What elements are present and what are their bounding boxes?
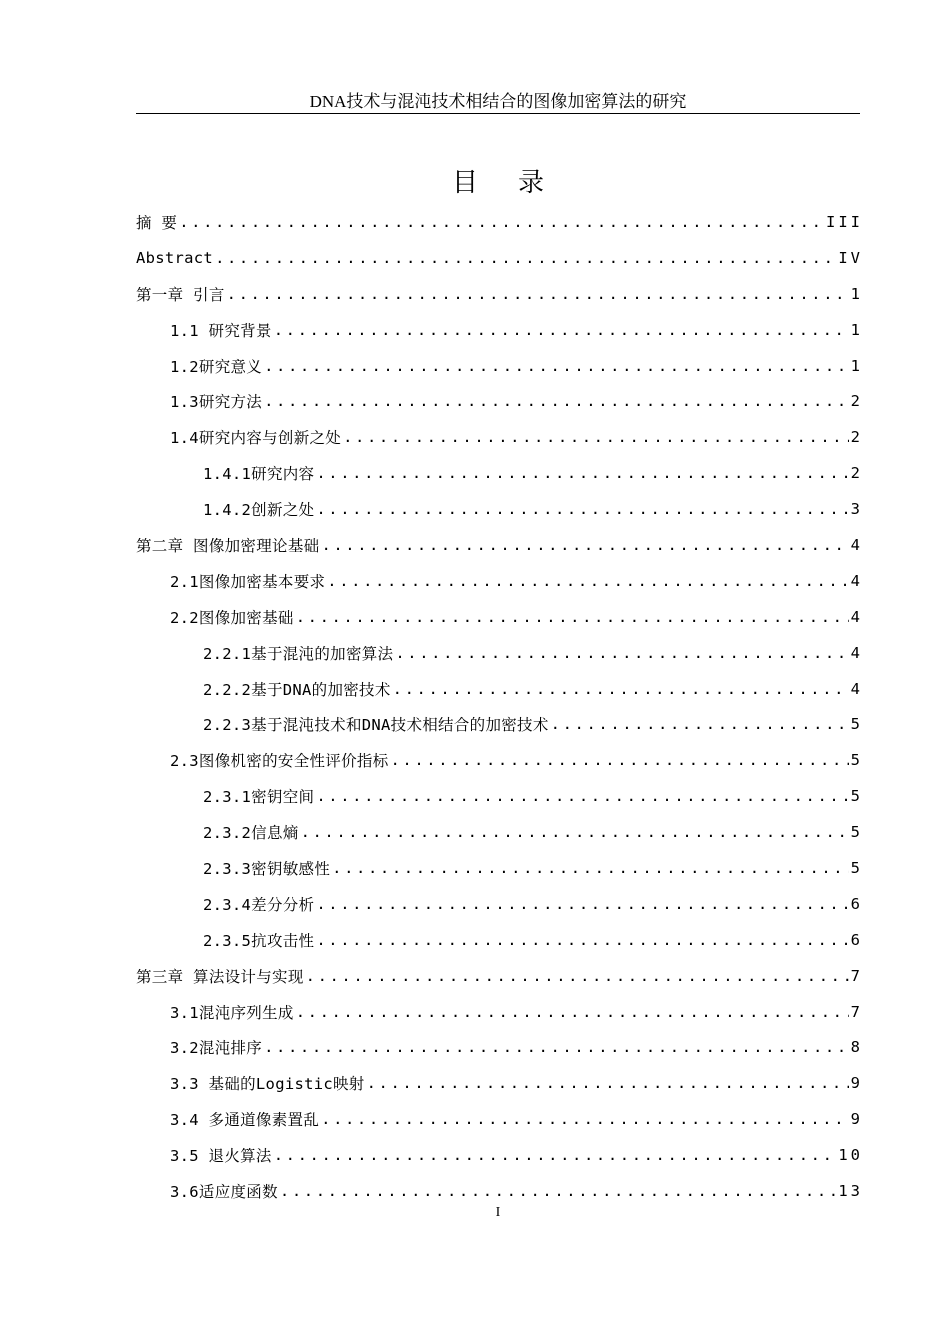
toc-leader-dots	[301, 823, 849, 841]
running-header: DNA技术与混沌技术相结合的图像加密算法的研究	[309, 92, 687, 111]
toc-entry-page: 4	[850, 571, 863, 590]
toc-entry-label: 1.1 研究背景	[170, 321, 272, 340]
toc-entry[interactable]	[136, 958, 863, 994]
toc-leader-dots	[391, 751, 849, 769]
toc-entry-label: 2.3.2信息熵	[203, 824, 299, 843]
toc-entry[interactable]	[136, 276, 863, 312]
toc-leader-dots	[393, 680, 849, 698]
toc-entry-page: 3	[850, 500, 863, 519]
toc-entry[interactable]	[136, 1137, 863, 1173]
toc-leader-dots	[316, 787, 848, 805]
toc-entry-page: 2	[850, 392, 863, 411]
toc-entry-label: 2.2.3基于混沌技术和DNA技术相结合的加密技术	[203, 716, 549, 735]
toc-entry-label: 3.1混沌序列生成	[170, 1003, 294, 1022]
toc-leader-dots	[274, 321, 849, 339]
toc-leader-dots	[332, 859, 848, 877]
toc-entry-page: 5	[850, 858, 863, 877]
toc-entry-page: 7	[850, 1002, 863, 1021]
header-rule	[136, 113, 860, 114]
toc-leader-dots	[264, 1038, 849, 1056]
toc-leader-dots	[296, 1003, 849, 1021]
toc-entry-label: 3.2混沌排序	[170, 1039, 263, 1058]
toc-entry-label: Abstract	[136, 248, 214, 267]
toc-entry-page: 6	[850, 930, 863, 949]
toc-leader-dots	[264, 392, 849, 410]
toc-entry-page: 1	[850, 320, 863, 339]
toc-entry-page: 5	[850, 823, 863, 842]
toc-entry-label: 1.3研究方法	[170, 393, 263, 412]
toc-leader-dots	[179, 213, 824, 231]
toc-entry-page: 5	[850, 715, 863, 734]
toc-leader-dots	[316, 895, 848, 913]
toc-entry-label: 2.3.5抗攻击性	[203, 931, 315, 950]
toc-entry[interactable]	[136, 563, 863, 599]
toc-entry-label: 2.1图像加密基本要求	[170, 572, 326, 591]
toc-entry-page: 7	[850, 966, 863, 985]
toc-entry-label: 1.4.2创新之处	[203, 501, 315, 520]
toc-entry-label: 2.3.4差分分析	[203, 895, 315, 914]
toc-entry-page: 2	[850, 464, 863, 483]
toc-entry-label: 3.3 基础的Logistic映射	[170, 1075, 365, 1094]
toc-entry[interactable]	[136, 1101, 863, 1137]
toc-entry[interactable]	[136, 455, 863, 491]
toc-entry-label: 3.4 多通道像素置乱	[170, 1111, 320, 1130]
toc-entry[interactable]	[136, 994, 863, 1030]
toc-entry-page: 9	[850, 1074, 863, 1093]
toc-leader-dots	[316, 931, 848, 949]
toc-entry[interactable]	[136, 383, 863, 419]
toc-entry[interactable]	[136, 778, 863, 814]
toc-entry-page: 13	[838, 1181, 863, 1200]
toc-leader-dots	[321, 536, 848, 554]
toc-leader-dots	[395, 644, 848, 662]
toc-entry[interactable]	[136, 599, 863, 635]
toc-entry-page: 1	[850, 356, 863, 375]
toc-entry-label: 1.4研究内容与创新之处	[170, 429, 342, 448]
toc-leader-dots	[367, 1074, 849, 1092]
toc-leader-dots	[343, 428, 849, 446]
toc-entry-page: 9	[850, 1110, 863, 1129]
toc-leader-dots	[551, 715, 849, 733]
toc-entry-page: IV	[838, 248, 863, 267]
toc-entry[interactable]	[136, 312, 863, 348]
toc-entry-page: 10	[838, 1146, 863, 1165]
toc-entry-label: 1.2研究意义	[170, 357, 263, 376]
page-number: I	[495, 1205, 501, 1220]
toc-entry-page: 4	[850, 535, 863, 554]
toc-entry-label: 2.3.3密钥敏感性	[203, 859, 331, 878]
toc-entry-page: 4	[850, 607, 863, 626]
toc-entry[interactable]	[136, 706, 863, 742]
toc-entry-label: 2.3图像机密的安全性评价指标	[170, 752, 389, 771]
toc-entry[interactable]	[136, 635, 863, 671]
toc-entry-label: 3.5 退火算法	[170, 1147, 272, 1166]
toc-leader-dots	[264, 357, 849, 375]
toc-entry-page: 2	[850, 428, 863, 447]
toc-leader-dots	[316, 464, 848, 482]
toc-entry[interactable]	[136, 419, 863, 455]
toc-leader-dots	[321, 1110, 849, 1128]
toc-leader-dots	[280, 1182, 836, 1200]
toc-entry-page: 5	[850, 751, 863, 770]
toc-entry[interactable]	[136, 814, 863, 850]
toc-leader-dots	[306, 967, 849, 985]
toc-entry-page: 6	[850, 894, 863, 913]
toc-entry[interactable]	[136, 240, 863, 276]
toc-entry-label: 第二章 图像加密理论基础	[136, 536, 320, 555]
toc-title: 目录	[451, 168, 584, 198]
toc-leader-dots	[316, 500, 848, 518]
toc-entry[interactable]	[136, 491, 863, 527]
toc-entry[interactable]	[136, 922, 863, 958]
toc-leader-dots	[227, 285, 849, 303]
toc-entry-page: 4	[850, 643, 863, 662]
toc-entry-label: 3.6适应度函数	[170, 1182, 278, 1201]
toc-entry[interactable]	[136, 850, 863, 886]
toc-entry-page: 8	[850, 1038, 863, 1057]
toc-entry[interactable]	[136, 1029, 863, 1065]
toc-entry-label: 第一章 引言	[136, 285, 225, 304]
toc-entry-label: 第三章 算法设计与实现	[136, 967, 304, 986]
toc-entry[interactable]	[136, 742, 863, 778]
table-of-contents	[136, 204, 863, 1209]
toc-entry-label: 2.2.1基于混沌的加密算法	[203, 644, 394, 663]
toc-leader-dots	[327, 572, 848, 590]
toc-leader-dots	[296, 608, 849, 626]
toc-entry[interactable]	[136, 671, 863, 707]
toc-entry-label: 1.4.1研究内容	[203, 465, 315, 484]
toc-entry[interactable]	[136, 527, 863, 563]
toc-entry-label: 2.2图像加密基础	[170, 608, 294, 627]
toc-entry[interactable]	[136, 886, 863, 922]
toc-entry-page: III	[826, 212, 863, 231]
toc-entry-label: 摘 要	[136, 213, 178, 232]
toc-entry-label: 2.2.2基于DNA的加密技术	[203, 680, 391, 699]
toc-entry[interactable]	[136, 1065, 863, 1101]
toc-entry[interactable]	[136, 348, 863, 384]
toc-entry[interactable]	[136, 1173, 863, 1209]
toc-leader-dots	[274, 1146, 837, 1164]
toc-leader-dots	[215, 249, 836, 267]
toc-entry[interactable]	[136, 204, 863, 240]
toc-entry-page: 4	[850, 679, 863, 698]
toc-entry-label: 2.3.1密钥空间	[203, 788, 315, 807]
toc-entry-page: 1	[850, 284, 863, 303]
toc-entry-page: 5	[850, 787, 863, 806]
